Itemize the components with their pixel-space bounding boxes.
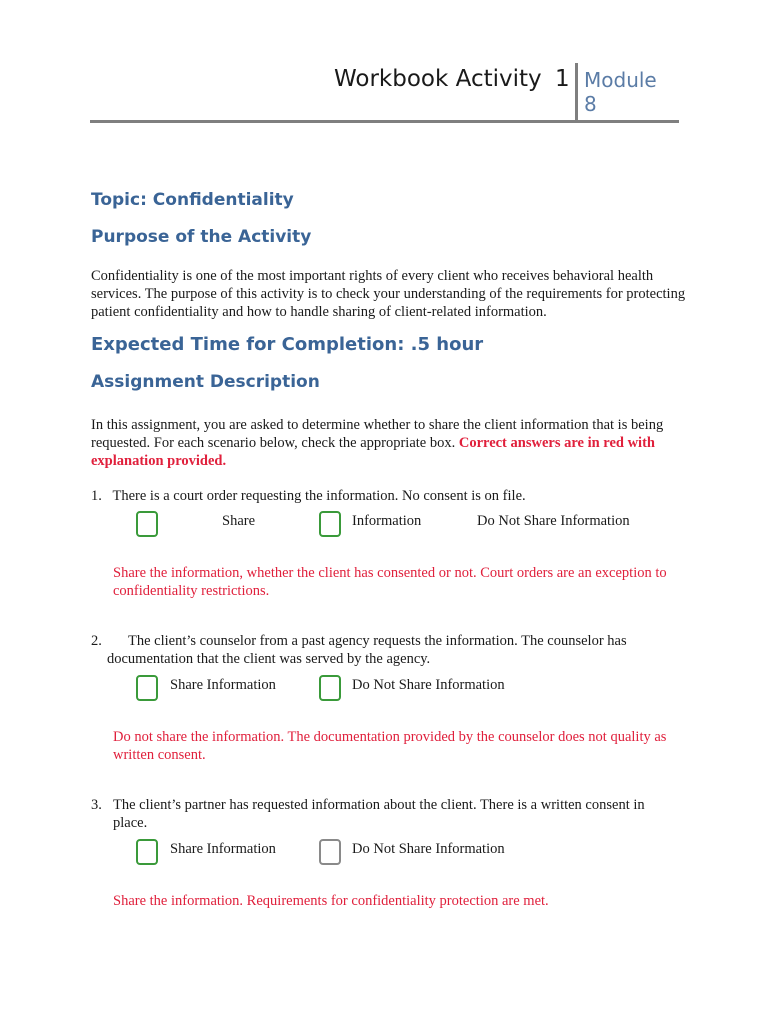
assignment-heading: Assignment Description (91, 372, 320, 392)
question-3-number: 3. (91, 797, 102, 813)
q2-option-share: Share Information (170, 677, 276, 693)
q3-option-share: Share Information (170, 841, 276, 857)
q3-answer: Share the information. Requirements for confidentiality protection are met. (113, 893, 549, 909)
q3-do-not-share-checkbox[interactable] (319, 839, 341, 865)
q1-option-share: Share (222, 513, 256, 529)
q3-option-do-not-share: Do Not Share Information (352, 841, 505, 857)
header-divider (575, 63, 578, 123)
q1-answer: Share the information, whether the client has consented or not. Court orders are an exception to confidentiality restrictions. (113, 565, 667, 599)
question-3-text: The client’s partner has requested information about the client. There is a written consent in place. (113, 797, 645, 831)
q3-share-checkbox[interactable] (136, 839, 158, 865)
purpose-heading: Purpose of the Activity (91, 227, 312, 247)
q2-share-checkbox[interactable] (136, 675, 158, 701)
q1-do-not-share-checkbox[interactable] (319, 511, 341, 537)
page-number: 1 (555, 66, 570, 92)
topic-heading: Topic: Confidentiality (91, 190, 294, 210)
question-1-text: There is a court order requesting the information. No consent is on file. (112, 488, 526, 504)
purpose-text: Confidentiality is one of the most important rights of every client who receives behavioral health services. The purpose of this activity is to check your understanding of the requirements for protecting patient confidentiality and how to handle sharing of client-related information. (91, 268, 686, 320)
q1-option-do-not-share: Do Not Share Information (477, 513, 630, 529)
question-2-number: 2. (91, 633, 102, 649)
expected-time: Expected Time for Completion: .5 hour (91, 334, 484, 355)
assignment-answer-note: Correct answers are in red with explanation provided. (91, 435, 655, 469)
assignment-text (91, 416, 671, 470)
q2-do-not-share-checkbox[interactable] (319, 675, 341, 701)
header-title: Workbook Activity (334, 66, 542, 92)
assignment-instructions: In this assignment, you are asked to determine whether to share the client information that is being requested. For each scenario below, check the appropriate box. (91, 417, 664, 451)
question-1-number: 1. (91, 488, 102, 504)
question-2-text: The client’s counselor from a past agency requests the information. The counselor has documentation that the client was served by the agency. (107, 633, 627, 667)
q1-share-checkbox[interactable] (136, 511, 158, 537)
q2-option-do-not-share: Do Not Share Information (352, 677, 505, 693)
module-label-line1: Module (584, 68, 657, 92)
question-3 (91, 796, 681, 832)
header-rule (90, 120, 679, 123)
question-2 (91, 632, 651, 668)
module-label (584, 68, 657, 116)
module-label-line2: 8 (584, 92, 597, 116)
q1-option-information: Information (352, 513, 422, 529)
q2-answer: Do not share the information. The documentation provided by the counselor does not quality as written consent. (113, 729, 667, 763)
question-1 (91, 487, 526, 505)
